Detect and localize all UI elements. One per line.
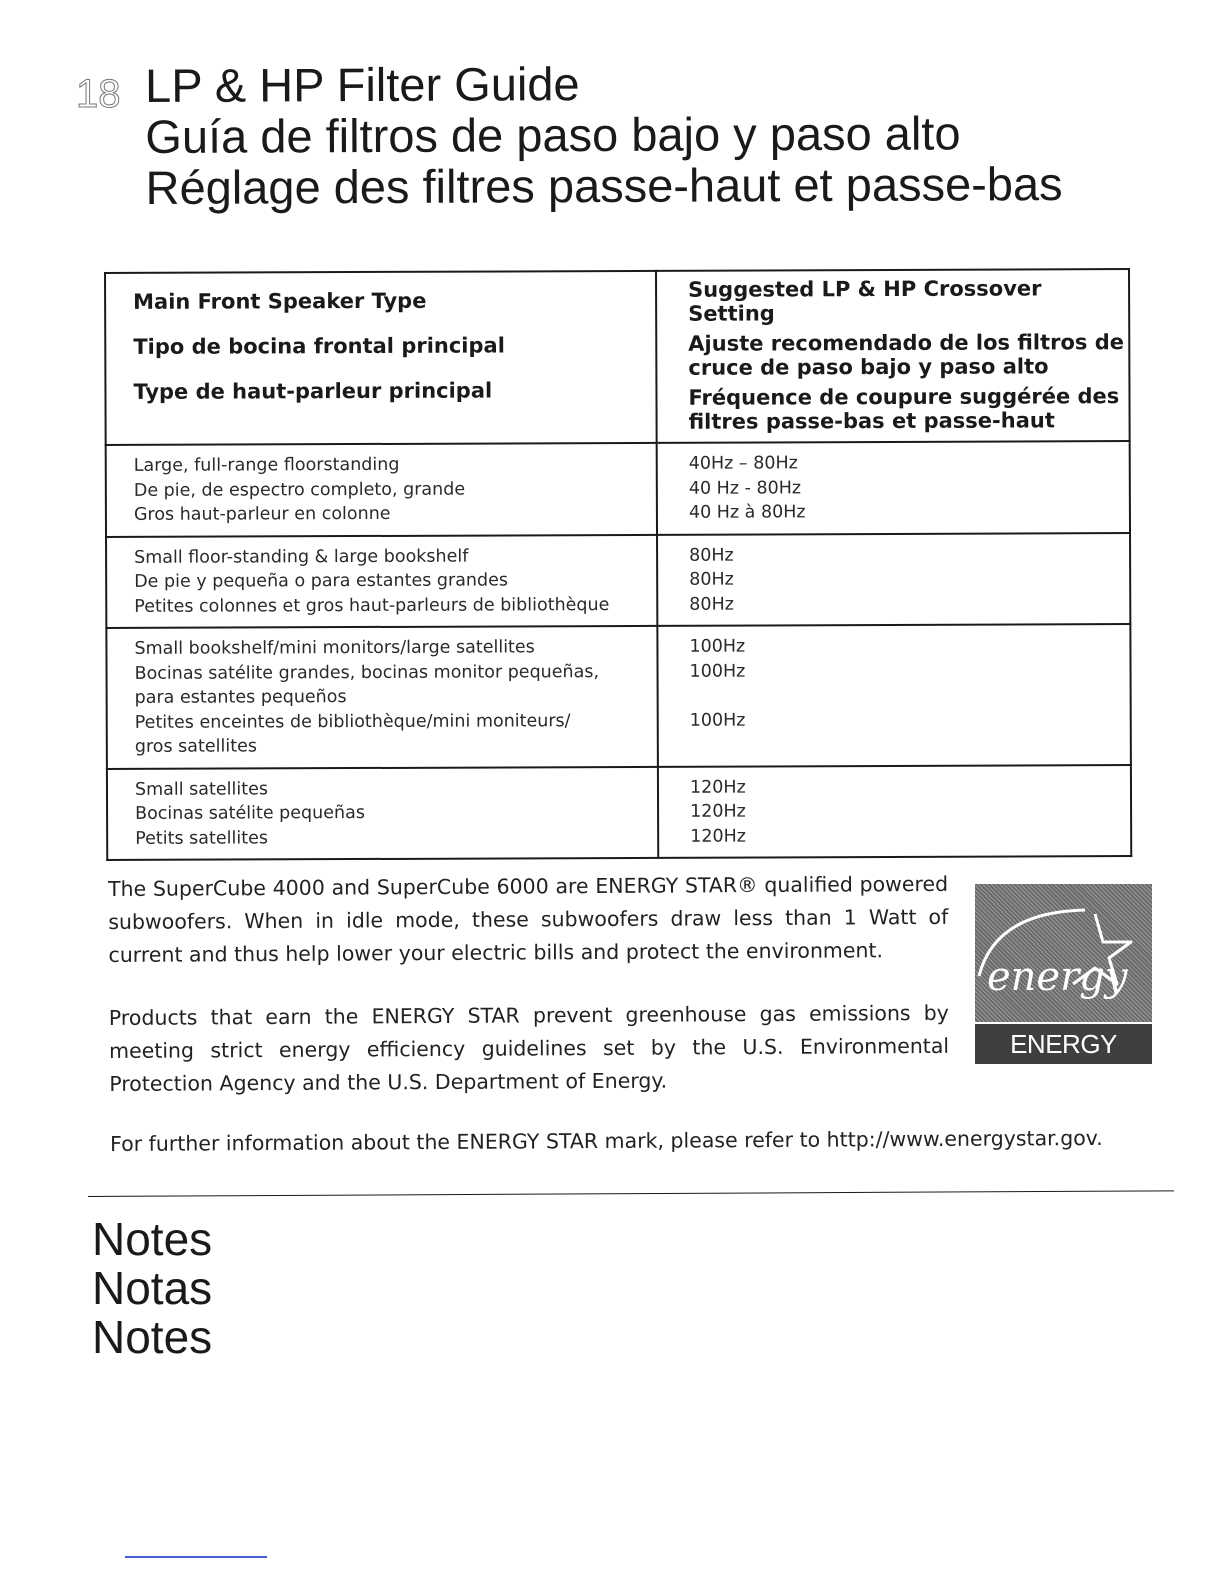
table-header-row xyxy=(105,269,1130,445)
header-text: Tipo de bocina frontal principal xyxy=(133,333,505,359)
speaker-type-cell xyxy=(106,534,657,628)
cell-line: Bocinas satélite grandes, bocinas monitor pequeñas, xyxy=(134,661,600,684)
header-text: Fréquence de coupure suggérée des xyxy=(688,384,1120,410)
energy-star-description xyxy=(108,868,950,1131)
notes-heading xyxy=(92,1215,212,1362)
crossover-setting-cell xyxy=(657,533,1130,626)
cell-line: 100Hz xyxy=(689,710,746,731)
cell-line: 40 Hz - 80Hz xyxy=(688,477,802,499)
cell-line: Large, full-range floorstanding xyxy=(133,454,400,476)
energy-paragraph: The SuperCube 4000 and SuperCube 6000 are ENERGY STAR® qualified powered subwoofers. When in idle mode, these subwoofers draw less than 1 Watt of current and thus help lower your electric bills and protect the environment. xyxy=(108,871,949,967)
table-row xyxy=(106,441,1130,536)
header-text: filtres passe-bas et passe-haut xyxy=(688,408,1055,434)
energy-star-logo xyxy=(975,884,1152,1099)
cell-line: De pie y pequeña o para estantes grandes xyxy=(134,570,509,592)
page-title xyxy=(145,56,1063,213)
notes-french: Notes xyxy=(92,1311,213,1363)
title-french: Réglage des filtres passe-haut et passe-bas xyxy=(145,156,1063,214)
cell-line: 100Hz xyxy=(689,636,746,657)
cell-line: 100Hz xyxy=(689,661,746,682)
cell-line: Petites enceintes de bibliothèque/mini moniteurs/ xyxy=(134,710,571,733)
cell-line: gros satellites xyxy=(134,736,257,757)
cell-line: 40 Hz à 80Hz xyxy=(688,502,806,523)
header-text: cruce de paso bajo y paso alto xyxy=(688,354,1049,380)
table-row xyxy=(106,624,1131,768)
cell-line: Gros haut-parleur en colonne xyxy=(133,503,391,525)
speaker-type-cell xyxy=(107,766,658,860)
cell-line: 120Hz xyxy=(690,801,746,822)
cell-line: 120Hz xyxy=(690,826,746,847)
cell-line: Petites colonnes et gros haut-parleurs de bibliothèque xyxy=(134,594,610,617)
cell-line: para estantes pequeños xyxy=(134,687,347,708)
speaker-type-cell xyxy=(106,443,657,537)
notes-english: Notes xyxy=(92,1213,213,1265)
bottom-line-mark xyxy=(125,1556,267,1558)
cell-line: Petits satellites xyxy=(135,827,268,849)
header-speaker-type xyxy=(105,271,657,445)
cell-line: Bocinas satélite pequeñas xyxy=(135,803,365,824)
header-crossover-setting xyxy=(656,269,1130,443)
header-text: Main Front Speaker Type xyxy=(133,288,427,314)
header-text: Type de haut-parleur principal xyxy=(133,378,493,404)
crossover-setting-cell xyxy=(657,441,1130,534)
section-divider xyxy=(88,1190,1174,1197)
crossover-setting-cell xyxy=(658,765,1131,858)
cell-line: 80Hz xyxy=(689,594,734,615)
energy-script-text: energy xyxy=(987,954,1128,1000)
filter-guide-table-wrapper xyxy=(104,268,1132,861)
header-text: Ajuste recomendado de los filtros de xyxy=(688,330,1125,356)
energy-star-arc-icon xyxy=(975,884,1152,1024)
table-row xyxy=(107,765,1131,860)
cell-line: Small floor-standing & large bookshelf xyxy=(134,546,469,568)
header-text: Suggested LP & HP Crossover Setting xyxy=(688,276,1042,326)
table-row xyxy=(106,533,1130,628)
cell-line: 80Hz xyxy=(689,569,734,590)
notes-spanish: Notas xyxy=(92,1262,213,1314)
energy-paragraph: Products that earn the ENERGY STAR prevent greenhouse gas emissions by meeting strict energy efficiency guidelines set by the U.S. Environmental Protection Agency and the U.S. Department of Energy. xyxy=(108,1000,950,1096)
crossover-setting-cell xyxy=(657,624,1131,766)
further-info: For further information about the ENERGY STAR mark, please refer to http://www.energystar.gov. xyxy=(110,1125,1103,1156)
cell-line: 40Hz – 80Hz xyxy=(688,453,798,474)
filter-guide-table xyxy=(104,268,1132,861)
cell-line: Small satellites xyxy=(134,778,268,800)
cell-line: De pie, de espectro completo, grande xyxy=(133,479,466,501)
title-spanish: Guía de filtros de paso bajo y paso alto xyxy=(145,106,961,163)
cell-line: Small bookshelf/mini monitors/large satellites xyxy=(134,637,535,659)
title-english: LP & HP Filter Guide xyxy=(144,57,580,112)
cell-line: 120Hz xyxy=(689,777,746,798)
page-number: 18 xyxy=(76,72,121,116)
speaker-type-cell xyxy=(106,626,658,769)
cell-line: 80Hz xyxy=(689,545,734,566)
energy-star-label: ENERGY STAR xyxy=(975,1022,1152,1064)
